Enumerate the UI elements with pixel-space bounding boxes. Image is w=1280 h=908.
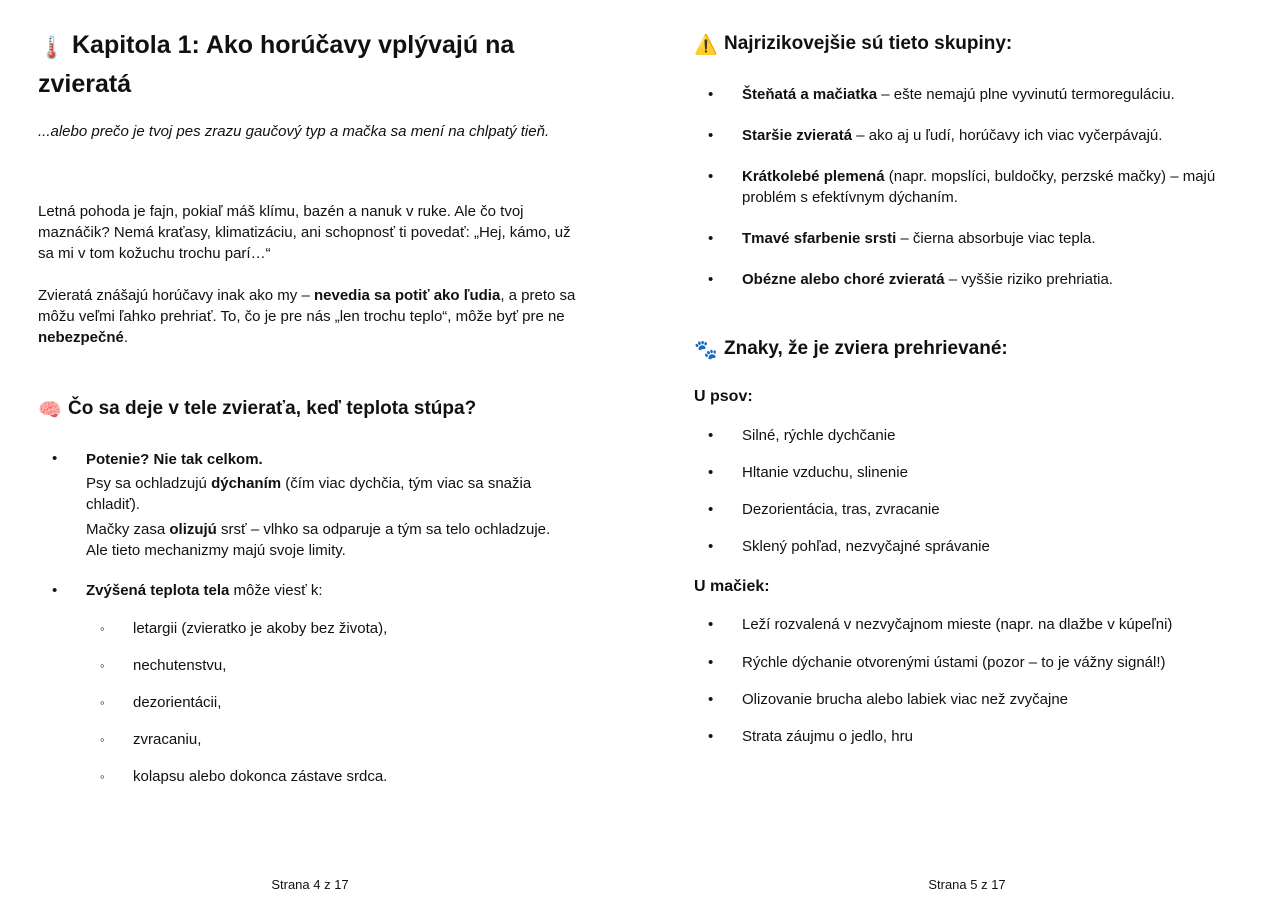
emphasis-text: Zvýšená teplota tela (86, 582, 230, 599)
emphasis-text: Tmavé sfarbenie srsti (742, 230, 897, 247)
list-item: • Olizovanie brucha alebo labiek viac než zvyčajne (694, 689, 1244, 710)
sub-list-item: ◦ letargii (zvieratko je akoby bez života), (86, 618, 583, 639)
list-item (38, 448, 583, 561)
signs-heading-text: Znaky, že je zviera prehrievané: (724, 338, 1008, 359)
text-run: Mačky zasa (86, 521, 170, 538)
emphasis-text: Obézne alebo choré zvieratá (742, 271, 945, 288)
brain-icon: 🧠 (38, 400, 62, 421)
list-item (694, 166, 1244, 208)
warning-icon: ⚠️ (694, 35, 718, 56)
text-run: – ako aj u ľudí, horúčavy ich viac vyčerpávajú. (852, 127, 1163, 144)
text-run: – čierna absorbuje viac tepla. (896, 230, 1096, 247)
cat-signs-list (694, 614, 1244, 747)
list-item: • Strata záujmu o jedlo, hru (694, 726, 1244, 747)
emphasis-text: Staršie zvieratá (742, 127, 853, 144)
list-item (694, 84, 1244, 105)
risk-groups-heading-text: Najrizikovejšie sú tieto skupiny: (724, 33, 1013, 54)
page-number: Strana 4 z 17 (271, 877, 349, 892)
cats-label: U mačiek: (694, 578, 770, 595)
body-paragraph (38, 285, 583, 348)
text-run: (čím viac dychčia, tým viac sa snažia chladiť). (86, 475, 532, 513)
paw-prints-icon: 🐾 (694, 340, 718, 361)
emphasis-text: nebezpečné (38, 329, 124, 346)
sub-list-item: ◦ kolapsu alebo dokonca zástave srdca. (86, 766, 583, 787)
text-run: Psy sa ochladzujú (86, 475, 212, 492)
list-item: • Silné, rýchle dychčanie (694, 425, 1244, 446)
page-number: Strana 5 z 17 (928, 877, 1006, 892)
section-heading-text: Čo sa deje v tele zvieraťa, keď teplota stúpa? (68, 398, 477, 419)
section-heading (38, 396, 598, 422)
dogs-label: U psov: (694, 388, 753, 405)
list-item-title: Potenie? Nie tak celkom. (86, 451, 263, 468)
list-item: • Sklený pohľad, nezvyčajné správanie (694, 536, 1244, 557)
list-item: • Dezorientácia, tras, zvracanie (694, 499, 1244, 520)
list-item (38, 580, 583, 787)
dog-signs-list (694, 425, 1244, 557)
left-page (38, 0, 598, 908)
sub-list-item: ◦ dezorientácii, (86, 692, 583, 713)
sub-list-item: ◦ nechutenstvu, (86, 655, 583, 676)
list-item (694, 228, 1244, 249)
text-run: – vyššie riziko prehriatia. (944, 271, 1113, 288)
text-run: (napr. mopslíci, buldočky, perzské mačky) – majú problém s efektívnym dýchaním. (742, 168, 1216, 206)
chapter-subtitle: ...alebo prečo je tvoj pes zrazu gaučový typ a mačka sa mení na chlpatý tieň. (38, 123, 550, 140)
thermometer-icon: 🌡️ (38, 35, 66, 60)
chapter-title (38, 26, 598, 104)
text-run: srsť – vlhko sa odparuje a tým sa telo ochladzuje. (216, 521, 551, 538)
emphasis-text: nevedia sa potiť ako ľudia (313, 287, 501, 304)
text-run: . (123, 329, 129, 346)
list-item: • Hltanie vzduchu, slinenie (694, 462, 1244, 483)
signs-heading (694, 336, 1254, 362)
text-run: Zvieratá znášajú horúčavy inak ako my – (38, 287, 314, 304)
list-item (694, 125, 1244, 146)
emphasis-text: Krátkolebé plemená (742, 168, 885, 185)
chapter-title-text: Kapitola 1: Ako horúčavy vplývajú na zvieratá (38, 31, 515, 98)
risk-groups-heading (694, 31, 1254, 57)
text-run: , a preto sa môžu veľmi ľahko prehriať. To, čo je pre nás „len trochu teplo“, môže byť pre ne (38, 287, 576, 325)
emphasis-text: Šteňatá a mačiatka (742, 86, 878, 103)
right-page (694, 0, 1254, 908)
list-item-line (86, 473, 583, 515)
risk-groups-list (694, 84, 1244, 290)
emphasis-text: olizujú (169, 521, 217, 538)
sub-list-item: ◦ zvracaniu, (86, 729, 583, 750)
consequences-list (86, 618, 583, 787)
list-item-line: Ale tieto mechanizmy majú svoje limity. (86, 542, 346, 559)
text-run: môže viesť k: (229, 582, 323, 599)
emphasis-text: dýchaním (211, 475, 282, 492)
intro-paragraph: Letná pohoda je fajn, pokiaľ máš klímu, bazén a nanuk v ruke. Ale čo tvoj maznáčik? Nemá kraťasy, klimatizáciu, ani schopnosť ti povedať: „Hej, kámo, už sa mi v tom kožuchu trochu parí…“ (38, 203, 571, 262)
list-item: • Rýchle dýchanie otvorenými ústami (pozor – to je vážny signál!) (694, 652, 1244, 673)
text-run: – ešte nemajú plne vyvinutú termoreguláciu. (877, 86, 1175, 103)
list-item: • Leží rozvalená v nezvyčajnom mieste (napr. na dlažbe v kúpeľni) (694, 614, 1244, 635)
list-item-line (86, 519, 583, 540)
body-mechanisms-list (38, 448, 583, 787)
list-item (694, 269, 1244, 290)
